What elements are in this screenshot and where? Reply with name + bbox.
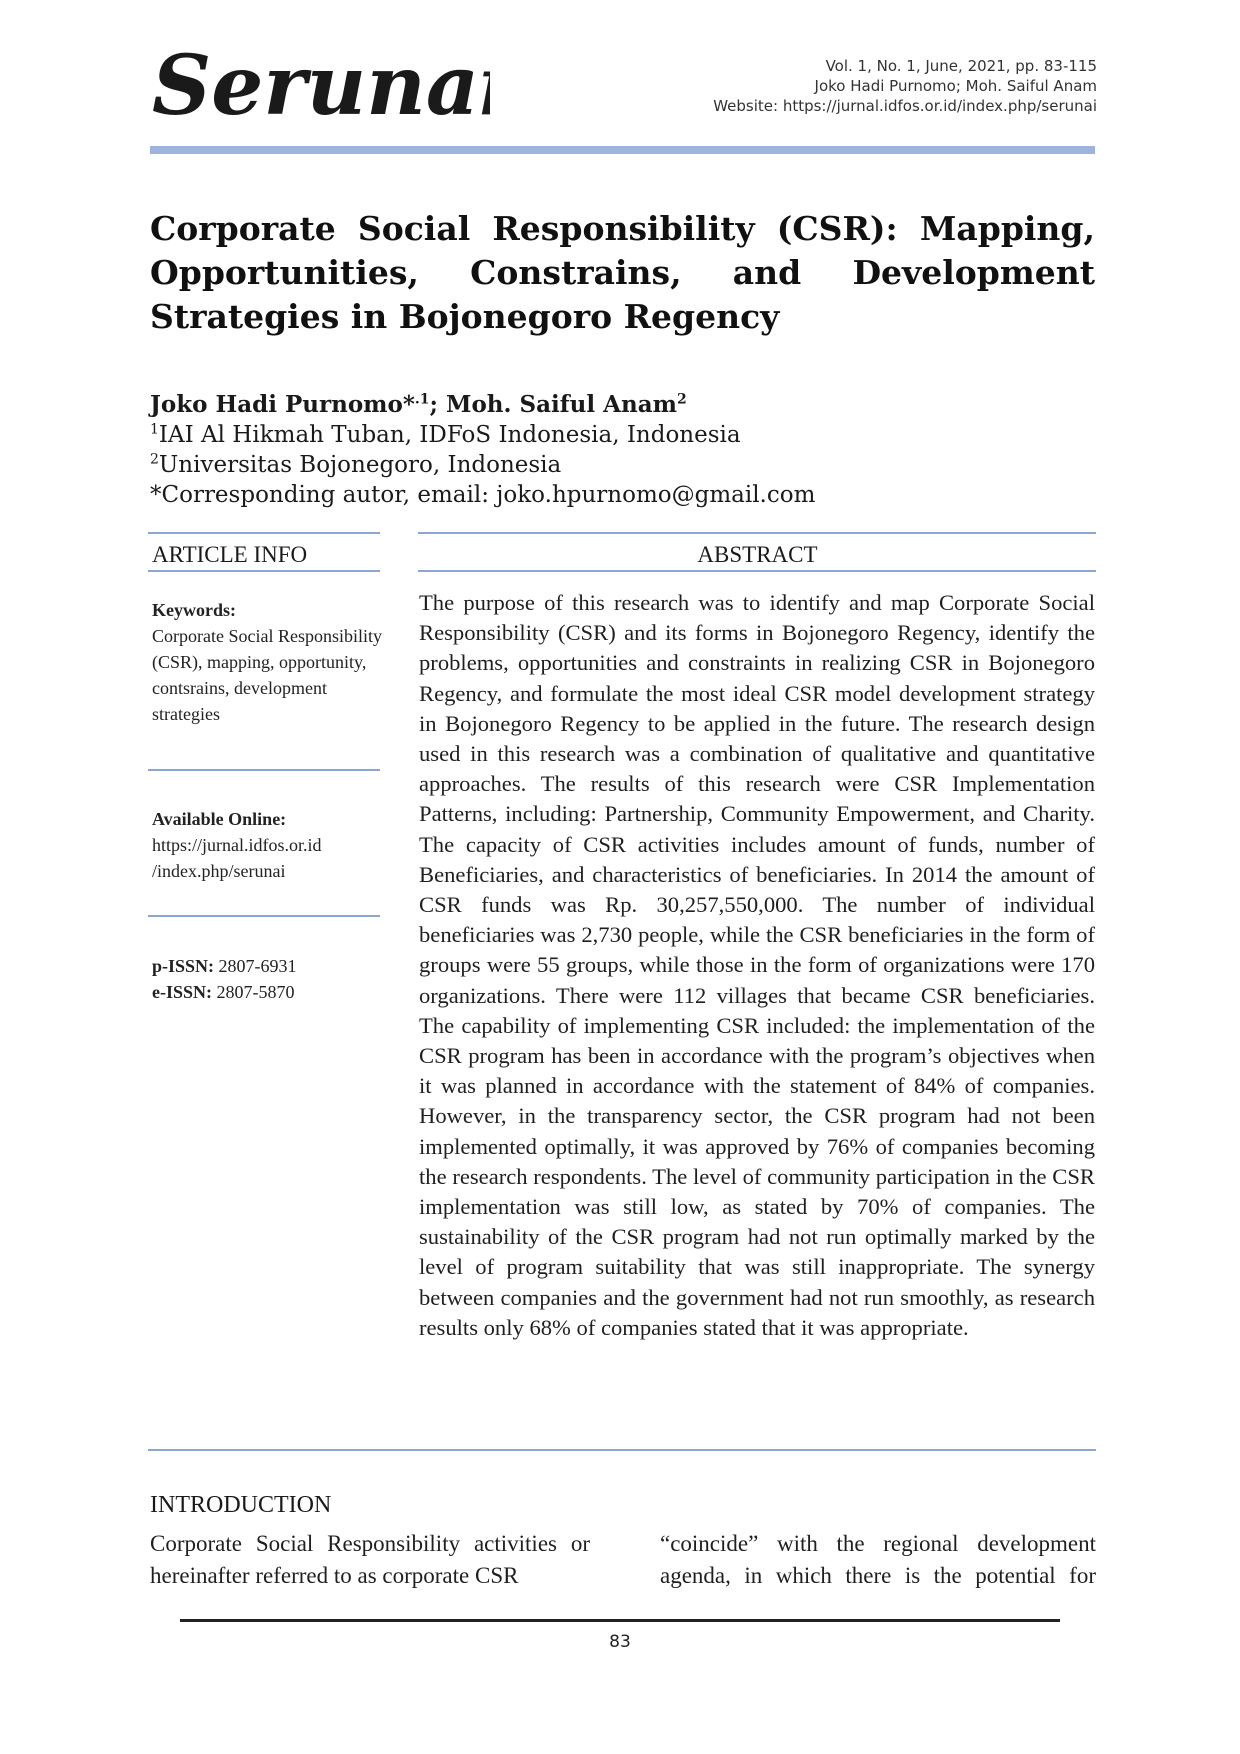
title-line-1: Corporate Social Responsibility (CSR): Mapping,	[150, 209, 1095, 248]
available-online-url-2: /index.php/serunai	[152, 861, 286, 881]
affiliation-1	[150, 420, 1095, 450]
availability-block	[152, 806, 382, 884]
author-1: Joko Hadi Purnomo*	[150, 391, 415, 418]
e-issn-label: e-ISSN:	[152, 982, 213, 1002]
intro-left-line-1: Corporate Social Responsibility activities or	[150, 1531, 590, 1556]
abstract-top-rule	[418, 532, 1096, 534]
affiliation-2	[150, 450, 1095, 480]
info-top-rule	[148, 532, 380, 534]
author-separator: ;	[429, 391, 446, 418]
keywords-text: Corporate Social Responsibility (CSR), mapping, opportunity, contsrains, development strategies	[152, 626, 382, 724]
author-2: Moh. Saiful Anam	[446, 391, 677, 418]
available-online-url-1: https://jurnal.idfos.or.id	[152, 835, 322, 855]
introduction-heading: INTRODUCTION	[150, 1492, 332, 1518]
p-issn-label: p-ISSN:	[152, 956, 215, 976]
intro-left-column	[150, 1528, 590, 1592]
volume-line: Vol. 1, No. 1, June, 2021, pp. 83-115	[825, 57, 1097, 75]
affiliation-1-text: IAI Al Hikmah Tuban, IDFoS Indonesia, Indonesia	[158, 422, 741, 448]
author-names	[150, 390, 1095, 420]
abstract-heading: ABSTRACT	[697, 542, 818, 567]
journal-logo	[150, 36, 490, 136]
header-meta	[713, 56, 1097, 116]
corresponding-author: *Corresponding autor, email: joko.hpurnomo@gmail.com	[150, 482, 816, 508]
affiliation-2-sup: 2	[150, 451, 159, 468]
author-2-sup: 2	[676, 391, 687, 408]
abstract-bottom-rule	[148, 1449, 1096, 1451]
keywords-block	[152, 597, 382, 727]
logo-text: Serunai	[152, 38, 490, 134]
abstract-text: The purpose of this research was to identify and map Corporate Social Responsibility (CSR) and its forms in Bojonegoro Regency, identify the problems, opportunities and constraints in realizing CSR in Bojonegoro Regency, and formulate the most ideal CSR model development strategy in Bojonegoro Regency to be applied in the future. The research design used in this research was a combination of qualitative and quantitative approaches. The results of this research were CSR Implementation Patterns, including: Partnership, Community Empowerment, and Charity. The capacity of CSR activities includes amount of funds, number of Beneficiaries, and characteristics of beneficiaries. In 2014 the amount of CSR funds was Rp. 30,257,550,000. The number of individual beneficiaries was 2,730 people, while the CSR beneficiaries in the form of groups were 55 groups, while those in the form of organizations were 170 organizations. There were 112 villages that became CSR beneficiaries. The capability of implementing CSR included: the implementation of the CSR program has been in accordance with the program’s objectives when it was planned in accordance with the statement of 84% of companies. However, in the transparency sector, the CSR program had not been implemented optimally, it was approved by 76% of companies becoming the research respondents. The level of community participation in the CSR implementation was still low, as stated by 70% of companies. The sustainability of the CSR program had not run optimally marked by the level of program suitability that was still inappropriate. The synergy between companies and the government had not run smoothly, as research results only 68% of companies stated that it was appropriate.	[419, 590, 1095, 1340]
page-number: 83	[609, 1632, 631, 1652]
e-issn	[152, 979, 382, 1005]
author-1-sup: .1	[414, 391, 430, 408]
title-line-3: Strategies in Bojonegoro Regency	[150, 297, 780, 336]
paper-title	[150, 207, 1095, 339]
available-online-label: Available Online:	[152, 809, 287, 829]
article-info-heading: ARTICLE INFO	[152, 542, 308, 567]
affiliation-2-text: Universitas Bojonegoro, Indonesia	[158, 452, 562, 478]
affiliation-1-sup: 1	[150, 421, 159, 438]
availability-rule	[148, 915, 380, 917]
author-block	[150, 390, 1095, 510]
p-issn-value: 2807-6931	[218, 956, 297, 976]
abstract-heading-rule	[418, 570, 1096, 572]
serunai-logo-icon	[150, 36, 490, 136]
header-divider	[150, 146, 1095, 154]
keywords-rule	[148, 769, 380, 771]
footer-rule	[180, 1619, 1060, 1622]
website-line: Website: https://jurnal.idfos.or.id/index.php/serunai	[713, 97, 1097, 115]
intro-right-column	[660, 1528, 1096, 1592]
intro-right-line-2: agenda, in which there is the potential for	[660, 1563, 1096, 1588]
info-heading-rule	[148, 570, 380, 572]
header-authors: Joko Hadi Purnomo; Moh. Saiful Anam	[814, 77, 1097, 95]
title-line-2: Opportunities, Constrains, and Development	[150, 253, 1095, 292]
keywords-label: Keywords:	[152, 600, 236, 620]
e-issn-value: 2807-5870	[216, 982, 295, 1002]
p-issn	[152, 953, 382, 979]
intro-right-line-1: “coincide” with the regional development	[660, 1531, 1096, 1556]
issn-block	[152, 953, 382, 1005]
intro-left-line-2: hereinafter referred to as corporate CSR	[150, 1563, 519, 1588]
